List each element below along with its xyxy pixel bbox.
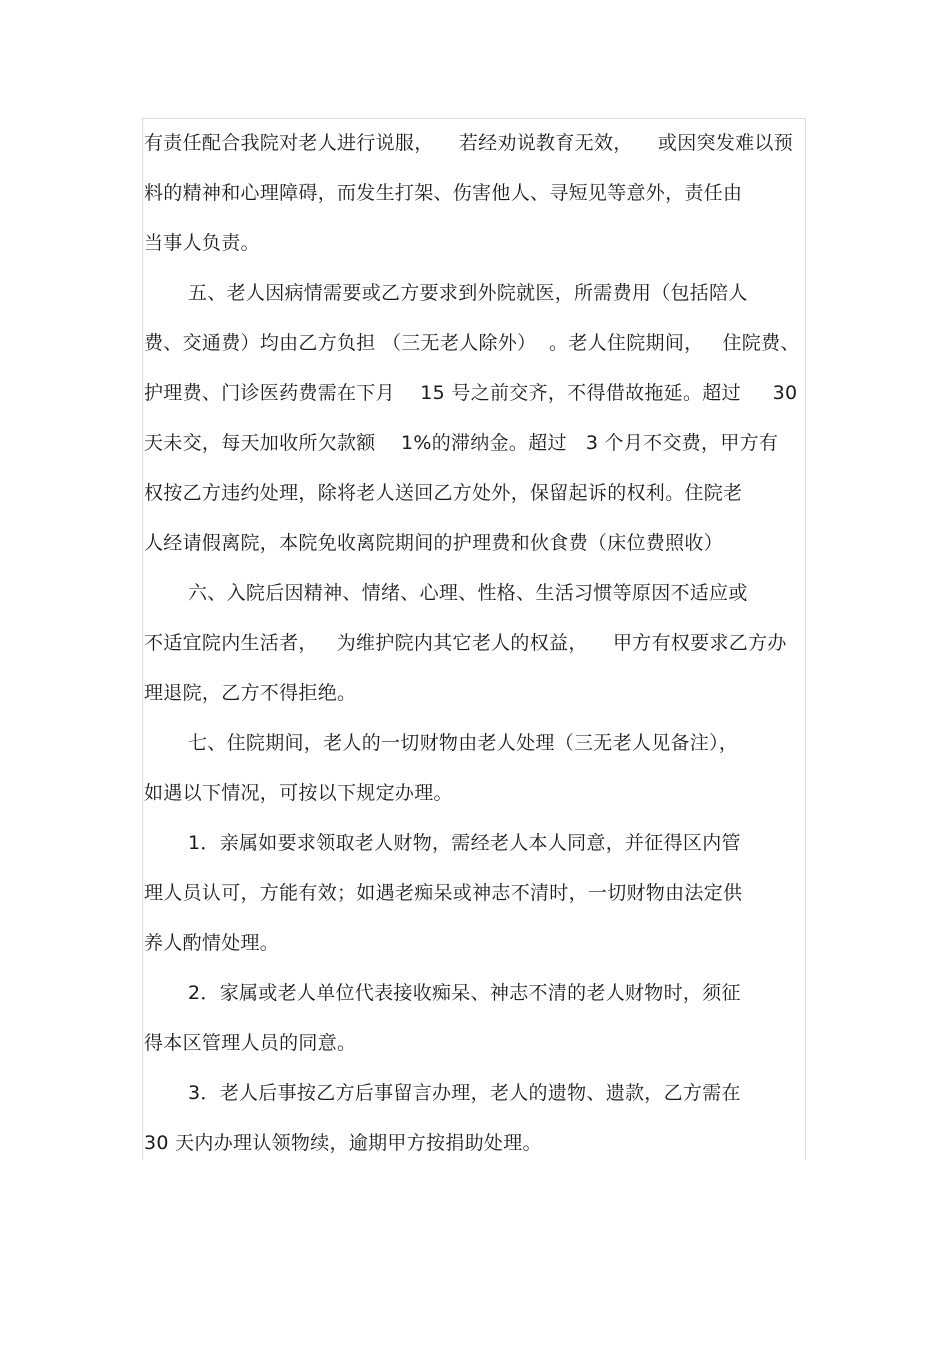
text-line: 人经请假离院，本院免收离院期间的护理费和伙食费（床位费照收） — [144, 532, 724, 554]
text-line: 费、交通费）均由乙方负担 （三无老人除外） 。老人住院期间， 住院费、 — [144, 332, 800, 354]
text-line: 料的精神和心理障碍，而发生打架、伤害他人、寻短见等意外，责任由 — [144, 182, 743, 204]
text-line: 养人酌情处理。 — [144, 932, 280, 954]
list-item-1: 1．亲属如要求领取老人财物，需经老人本人同意，并征得区内管 — [188, 832, 741, 854]
text-line: 理人员认可，方能有效；如遇老痴呆或神志不清时，一切财物由法定供 — [144, 882, 743, 904]
list-item-3: 3．老人后事按乙方后事留言办理，老人的遗物、遗款，乙方需在 — [188, 1082, 741, 1104]
text-line: 当事人负责。 — [144, 232, 260, 254]
section-heading-six: 六、入院后因精神、情绪、心理、性格、生活习惯等原因不适应或 — [188, 582, 748, 604]
text-line: 护理费、门诊医药费需在下月 15 号之前交齐，不得借故拖延。超过 30 — [144, 382, 798, 404]
text-line: 理退院，乙方不得拒绝。 — [144, 682, 357, 704]
text-line: 有责任配合我院对老人进行说服， 若经劝说教育无效， 或因突发难以预 — [144, 132, 794, 154]
text-line: 得本区管理人员的同意。 — [144, 1032, 357, 1054]
text-line: 30 天内办理认领物续，逾期甲方按捐助处理。 — [144, 1132, 542, 1154]
text-line: 如遇以下情况，可按以下规定办理。 — [144, 782, 453, 804]
list-item-2: 2．家属或老人单位代表接收痴呆、神志不清的老人财物时，须征 — [188, 982, 741, 1004]
text-line: 不适宜院内生活者， 为维护院内其它老人的权益， 甲方有权要求乙方办 — [144, 632, 787, 654]
section-heading-five: 五、老人因病情需要或乙方要求到外院就医，所需费用（包括陪人 — [188, 282, 748, 304]
text-line: 权按乙方违约处理，除将老人送回乙方处外，保留起诉的权利。住院老 — [144, 482, 743, 504]
text-line: 天未交，每天加收所欠款额 1%的滞纳金。超过 3 个月不交费，甲方有 — [144, 432, 779, 454]
section-heading-seven: 七、住院期间，老人的一切财物由老人处理（三无老人见备注）， — [188, 732, 739, 754]
